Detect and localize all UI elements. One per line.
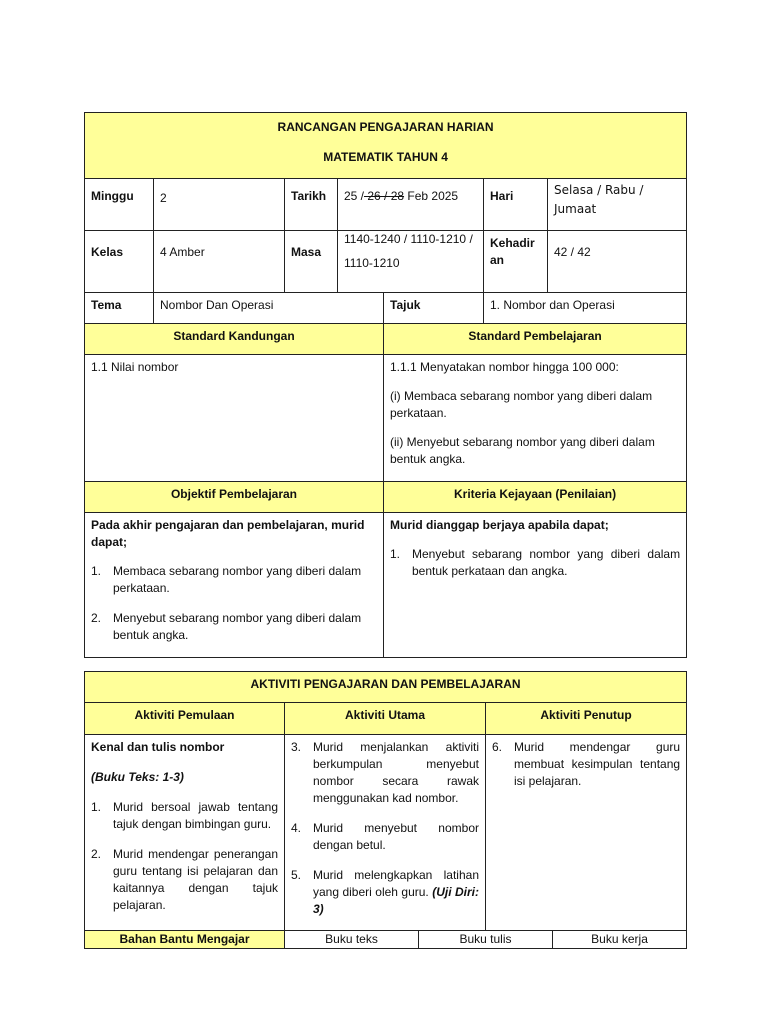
utama-header: Aktiviti Utama bbox=[285, 703, 486, 735]
op-list bbox=[91, 563, 377, 644]
list-text: Menyebut sebarang nombor yang diberi dalam bentuk angka. bbox=[113, 611, 362, 642]
document-subject: MATEMATIK TAHUN 4 bbox=[323, 150, 448, 164]
op-cell bbox=[85, 513, 384, 658]
list-text: Menyebut sebarang nombor yang diberi dalam bentuk perkataan dan angka. bbox=[412, 547, 681, 578]
sp-item-ii: (ii) Menyebut sebarang nombor yang diberi dalam bentuk angka. bbox=[390, 435, 655, 466]
sp-main: 1.1.1 Menyatakan nombor hingga 100 000: bbox=[390, 360, 619, 374]
kelas-value: 4 Amber bbox=[154, 231, 285, 293]
kehadiran-value: 42 / 42 bbox=[548, 231, 687, 293]
bbm-item-buku-kerja: Buku kerja bbox=[553, 931, 687, 949]
sk-value: 1.1 Nilai nombor bbox=[85, 355, 384, 482]
masa-value bbox=[338, 231, 484, 293]
list-item bbox=[291, 739, 479, 807]
kehadiran-label: Kehadiran bbox=[484, 231, 548, 293]
list-item bbox=[91, 610, 377, 644]
list-item bbox=[492, 739, 680, 790]
list-text: Murid mendengar penerangan guru tentang isi pelajaran dan kaitannya dengan tajuk pelajaran. bbox=[113, 847, 278, 912]
kk-header: Kriteria Kejayaan (Penilaian) bbox=[384, 482, 687, 513]
list-number: 2. bbox=[91, 611, 102, 625]
list-item bbox=[91, 799, 278, 833]
utama-cell bbox=[285, 735, 486, 931]
list-text: Membaca sebarang nombor yang diberi dalam perkataan. bbox=[113, 564, 362, 595]
list-item bbox=[291, 867, 479, 918]
item5-ref: (Uji Diri: 3) bbox=[313, 885, 479, 916]
pemulaan-cell bbox=[85, 735, 285, 931]
pemulaan-header: Aktiviti Pemulaan bbox=[85, 703, 285, 735]
list-number: 5. bbox=[291, 868, 302, 882]
sp-header: Standard Pembelajaran bbox=[384, 324, 687, 355]
list-item bbox=[390, 546, 680, 580]
bbm-item-buku-tulis: Buku tulis bbox=[419, 931, 553, 949]
activities-table bbox=[84, 671, 687, 949]
minggu-value: 2 bbox=[154, 179, 285, 231]
kelas-label: Kelas bbox=[85, 231, 154, 293]
list-item bbox=[91, 846, 278, 914]
activities-header: AKTIVITI PENGAJARAN DAN PEMBELAJARAN bbox=[85, 672, 687, 703]
list-number: 1. bbox=[91, 564, 102, 578]
bbm-item-buku-teks: Buku teks bbox=[285, 931, 419, 949]
masa-label: Masa bbox=[285, 231, 338, 293]
document-title: RANCANGAN PENGAJARAN HARIAN bbox=[277, 120, 494, 134]
kk-list bbox=[390, 546, 680, 580]
bbm-label: Bahan Bantu Mengajar bbox=[85, 931, 285, 949]
utama-list bbox=[291, 739, 479, 918]
pemulaan-ref: (Buku Teks: 1-3) bbox=[91, 770, 184, 784]
tarikh-suffix: Feb 2025 bbox=[404, 189, 459, 203]
tarikh-prefix: 25 / bbox=[344, 189, 365, 203]
tajuk-label: Tajuk bbox=[384, 293, 484, 324]
tarikh-label: Tarikh bbox=[285, 179, 338, 231]
pemulaan-list bbox=[91, 799, 278, 914]
penutup-cell bbox=[486, 735, 687, 931]
sk-header: Standard Kandungan bbox=[85, 324, 384, 355]
list-number: 1. bbox=[91, 800, 102, 814]
rph-table bbox=[84, 112, 687, 658]
hari-label: Hari bbox=[484, 179, 548, 231]
item5-text: Murid melengkapkan latihan yang diberi oleh guru. bbox=[313, 868, 479, 899]
list-number: 4. bbox=[291, 821, 302, 835]
pemulaan-title: Kenal dan tulis nombor bbox=[91, 740, 225, 754]
op-intro: Pada akhir pengajaran dan pembelajaran, murid dapat; bbox=[91, 518, 365, 549]
hari-value: Selasa / Rabu / Jumaat bbox=[548, 179, 687, 231]
tema-value: Nombor Dan Operasi bbox=[154, 293, 384, 324]
kk-intro: Murid dianggap berjaya apabila dapat; bbox=[390, 518, 609, 532]
op-header: Objektif Pembelajaran bbox=[85, 482, 384, 513]
penutup-list bbox=[492, 739, 680, 790]
penutup-header: Aktiviti Penutup bbox=[486, 703, 687, 735]
tajuk-value: 1. Nombor dan Operasi bbox=[484, 293, 687, 324]
list-text: Murid mendengar guru membuat kesimpulan tentang isi pelajaran. bbox=[514, 740, 681, 788]
minggu-label: Minggu bbox=[85, 179, 154, 231]
sp-cell bbox=[384, 355, 687, 482]
masa-line2: 1110-1210 bbox=[344, 256, 400, 270]
list-item bbox=[91, 563, 377, 597]
list-number: 3. bbox=[291, 740, 302, 754]
document-header bbox=[85, 113, 687, 179]
list-number: 6. bbox=[492, 740, 503, 754]
tarikh-struck: 26 / 28 bbox=[364, 189, 405, 203]
list-item bbox=[291, 820, 479, 854]
list-text: Murid bersoal jawab tentang tajuk dengan bimbingan guru. bbox=[113, 800, 278, 831]
sp-item-i: (i) Membaca sebarang nombor yang diberi dalam perkataan. bbox=[390, 389, 653, 420]
kk-cell bbox=[384, 513, 687, 658]
list-text: Murid menyebut nombor dengan betul. bbox=[313, 821, 479, 852]
tarikh-value bbox=[338, 179, 484, 231]
list-number: 2. bbox=[91, 847, 102, 861]
list-text: Murid menjalankan aktiviti berkumpulan menyebut nombor secara rawak menggunakan kad nombor. bbox=[313, 740, 479, 805]
tema-label: Tema bbox=[85, 293, 154, 324]
list-text bbox=[313, 867, 479, 918]
list-number: 1. bbox=[390, 547, 401, 561]
masa-line1: 1140-1240 / 1110-1210 / bbox=[344, 232, 473, 246]
